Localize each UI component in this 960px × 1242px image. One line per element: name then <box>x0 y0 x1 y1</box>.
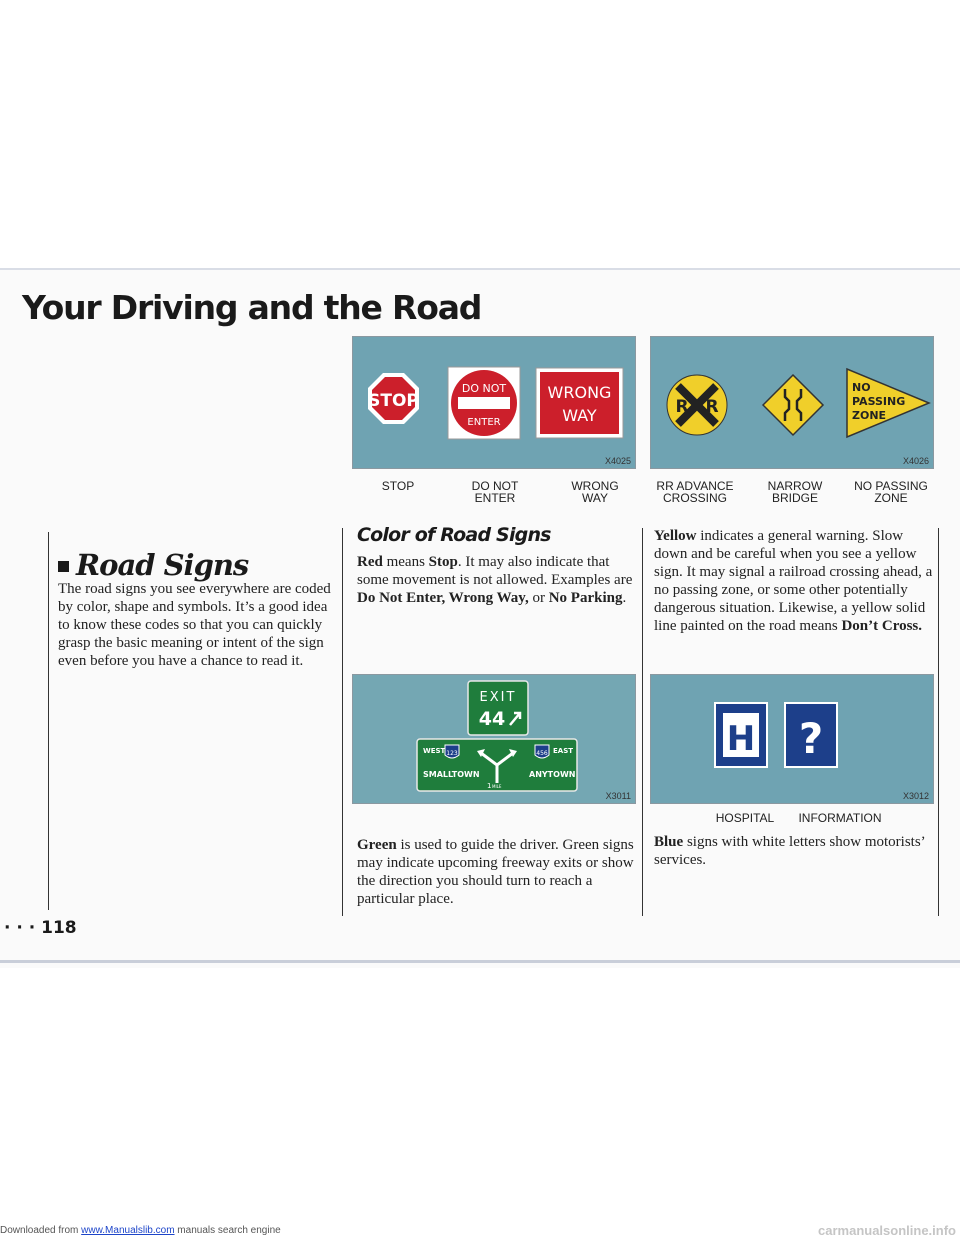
color-of-road-signs-heading: Color of Road Signs <box>357 524 551 546</box>
rr-left-letter: R <box>675 397 689 417</box>
road-signs-paragraph: The road signs you see everywhere are coded by color, shape and symbols. It’s a good idea to know these codes so that you can quickly grasp the basic meaning or intent of the sign even before you have a chance to read it. <box>58 581 331 669</box>
wrong-way-sign-icon <box>536 368 623 438</box>
info-symbol: ? <box>798 714 824 763</box>
railroad-crossing-sign-icon <box>667 375 727 435</box>
footer-prefix: Downloaded from <box>0 1225 82 1236</box>
blue-sign-panel <box>650 674 934 804</box>
yellow-signs-panel <box>650 336 934 469</box>
green-paragraph: Green is used to guide the driver. Green signs may indicate upcoming freeway exits or show the direction you should turn to reach a particular place. <box>357 837 634 907</box>
wrong-way-bottom-text: WAY <box>562 406 597 425</box>
distance: 1 <box>487 782 492 790</box>
no-passing-line-2: PASSING <box>852 395 906 408</box>
download-footer <box>0 1225 281 1236</box>
caption-hospital: HOSPITAL <box>715 811 775 825</box>
red-signs-panel <box>352 336 636 469</box>
narrow-bridge-sign-icon <box>763 375 823 435</box>
hospital-sign-icon <box>715 703 767 767</box>
exit-sign-icon <box>468 681 528 735</box>
exit-word: EXIT <box>479 690 517 705</box>
stop-sign-text: STOP <box>368 391 419 411</box>
yellow-paragraph: Yellow indicates a general warning. Slow down and be careful when you see a yellow sign. It may signal a railroad crossing ahead, a no passing zone, or some other potentially dangerous situation. Likewise, a yellow solid line painted on the road means Don’t Cross. <box>654 528 933 634</box>
caption-information: INFORMATION <box>798 811 882 825</box>
stop-sign-icon <box>368 373 419 424</box>
no-passing-zone-sign-icon <box>847 369 929 437</box>
green-panel-code: X3011 <box>605 791 631 801</box>
left-route: 123 <box>446 750 458 757</box>
west-label: WEST <box>423 747 446 755</box>
column-rule-right <box>642 528 643 916</box>
do-not-enter-top-text: DO NOT <box>461 382 507 395</box>
blue-sign-illustration <box>651 675 934 804</box>
right-town: ANYTOWN <box>529 770 576 779</box>
no-passing-line-1: NO <box>852 381 871 394</box>
rr-right-letter: R <box>705 397 719 417</box>
column-rule-middle <box>342 528 343 916</box>
caption-rr-advance: RR ADVANCE CROSSING <box>656 479 734 505</box>
blue-paragraph: Blue signs with white letters show motorists’ services. <box>654 834 925 868</box>
caption-narrow-bridge: NARROW BRIDGE <box>767 479 823 505</box>
page-title: Your Driving and the Road <box>22 288 482 327</box>
left-town: SMALLTOWN <box>423 770 480 779</box>
do-not-enter-sign-icon <box>448 367 520 439</box>
red-panel-code: X4025 <box>604 456 631 466</box>
caption-no-passing: NO PASSING ZONE <box>854 479 928 505</box>
red-paragraph: Red means Stop. It may also indicate that some movement is not allowed. Examples are Do Not Enter, Wrong Way, or No Parking. <box>357 554 633 606</box>
yellow-signs-illustration <box>651 337 934 469</box>
caption-wrong-way: WRONG WAY <box>571 479 619 505</box>
red-signs-illustration <box>353 337 636 469</box>
do-not-enter-bottom-text: ENTER <box>467 417 501 428</box>
hospital-symbol: H <box>726 719 756 759</box>
wrong-way-top-text: WRONG <box>547 383 612 402</box>
footer-link[interactable]: www.Manualslib.com <box>81 1225 175 1236</box>
distance-unit: MILE <box>492 784 502 789</box>
green-sign-illustration <box>353 675 636 804</box>
information-sign-icon <box>785 703 837 767</box>
page-number: · · · 118 <box>4 918 77 938</box>
right-route: 456 <box>536 750 548 757</box>
section-bullet <box>58 561 69 572</box>
column-rule-far-right <box>938 528 939 916</box>
no-passing-line-3: ZONE <box>852 409 887 422</box>
caption-do-not-enter: DO NOT ENTER <box>471 479 519 505</box>
exit-number: 44 <box>478 708 506 730</box>
bottom-divider <box>0 960 960 963</box>
east-label: EAST <box>553 747 574 755</box>
caption-stop: STOP <box>381 479 415 493</box>
blue-panel-code: X3012 <box>902 791 929 801</box>
green-sign-panel <box>352 674 636 804</box>
yellow-panel-code: X4026 <box>902 456 929 466</box>
guide-sign-icon <box>417 739 577 791</box>
road-signs-heading: Road Signs <box>76 548 249 582</box>
column-rule-left <box>48 532 49 910</box>
watermark: carmanualsonline.info <box>818 1223 956 1238</box>
top-divider <box>0 268 960 270</box>
footer-suffix: manuals search engine <box>174 1225 281 1236</box>
